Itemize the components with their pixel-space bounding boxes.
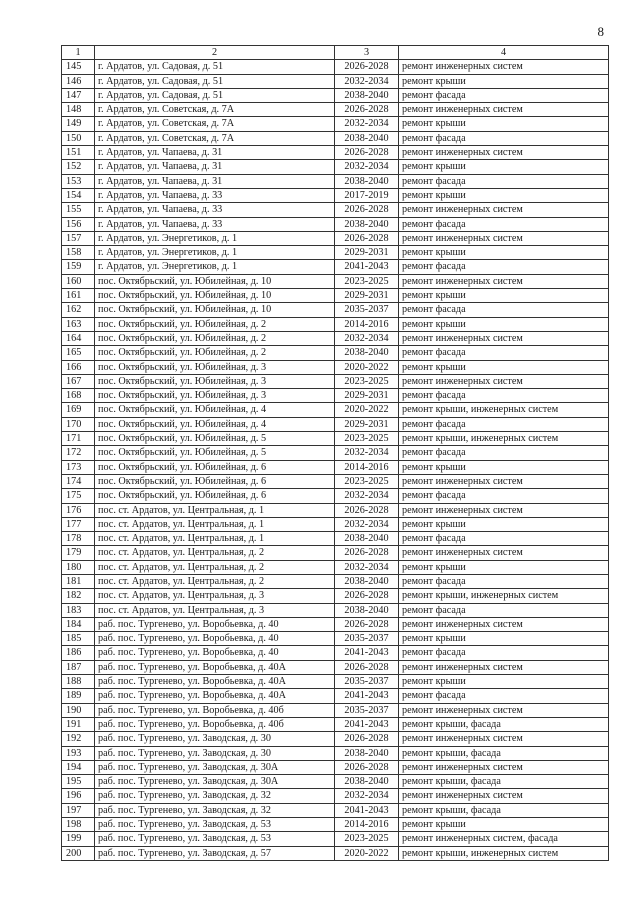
address-cell: г. Ардатов, ул. Садовая, д. 51 (95, 88, 335, 102)
table-row (62, 732, 609, 746)
work-type-cell: ремонт инженерных систем (399, 331, 609, 345)
table-row (62, 274, 609, 288)
period-cell: 2041-2043 (335, 689, 399, 703)
period-cell: 2038-2040 (335, 88, 399, 102)
table-row (62, 146, 609, 160)
page-number: 8 (597, 24, 604, 39)
row-number-cell: 197 (62, 803, 95, 817)
work-type-cell: ремонт крыши (399, 246, 609, 260)
row-number-cell: 151 (62, 146, 95, 160)
work-type-cell: ремонт крыши (399, 675, 609, 689)
period-cell: 2026-2028 (335, 732, 399, 746)
row-number-cell: 164 (62, 331, 95, 345)
period-cell: 2032-2034 (335, 517, 399, 531)
table-row (62, 703, 609, 717)
period-cell: 2035-2037 (335, 632, 399, 646)
work-type-cell: ремонт фасада (399, 489, 609, 503)
row-number-cell: 167 (62, 374, 95, 388)
table-row (62, 560, 609, 574)
row-number-cell: 190 (62, 703, 95, 717)
address-cell: пос. Октябрьский, ул. Юбилейная, д. 3 (95, 374, 335, 388)
period-cell: 2023-2025 (335, 474, 399, 488)
table-row (62, 217, 609, 231)
address-cell: пос. ст. Ардатов, ул. Центральная, д. 2 (95, 546, 335, 560)
work-type-cell: ремонт инженерных систем (399, 760, 609, 774)
work-type-cell: ремонт инженерных систем (399, 474, 609, 488)
period-cell: 2029-2031 (335, 246, 399, 260)
table-row (62, 88, 609, 102)
row-number-cell: 173 (62, 460, 95, 474)
period-cell: 2026-2028 (335, 60, 399, 74)
work-type-cell: ремонт крыши (399, 117, 609, 131)
table-row (62, 403, 609, 417)
table-row (62, 818, 609, 832)
work-type-cell: ремонт инженерных систем (399, 703, 609, 717)
address-cell: г. Ардатов, ул. Энергетиков, д. 1 (95, 231, 335, 245)
period-cell: 2026-2028 (335, 203, 399, 217)
period-cell: 2026-2028 (335, 760, 399, 774)
work-type-cell: ремонт крыши (399, 289, 609, 303)
work-type-cell: ремонт инженерных систем (399, 103, 609, 117)
table-row (62, 203, 609, 217)
period-cell: 2029-2031 (335, 289, 399, 303)
table-row (62, 617, 609, 631)
period-cell: 2029-2031 (335, 417, 399, 431)
period-cell: 2041-2043 (335, 646, 399, 660)
row-number-cell: 177 (62, 517, 95, 531)
table-row (62, 460, 609, 474)
address-cell: г. Ардатов, ул. Энергетиков, д. 1 (95, 246, 335, 260)
period-cell: 2032-2034 (335, 331, 399, 345)
row-number-cell: 156 (62, 217, 95, 231)
period-cell: 2023-2025 (335, 374, 399, 388)
table-row (62, 231, 609, 245)
address-cell: раб. пос. Тургенево, ул. Воробьевка, д. 40б (95, 703, 335, 717)
address-cell: пос. Октябрьский, ул. Юбилейная, д. 5 (95, 432, 335, 446)
work-type-cell: ремонт крыши (399, 160, 609, 174)
period-cell: 2020-2022 (335, 403, 399, 417)
address-cell: пос. ст. Ардатов, ул. Центральная, д. 2 (95, 574, 335, 588)
row-number-cell: 165 (62, 346, 95, 360)
work-type-cell: ремонт фасада (399, 131, 609, 145)
work-type-cell: ремонт фасада (399, 88, 609, 102)
work-type-cell: ремонт крыши, инженерных систем (399, 846, 609, 860)
table-row (62, 517, 609, 531)
address-cell: пос. Октябрьский, ул. Юбилейная, д. 4 (95, 417, 335, 431)
work-type-cell: ремонт фасада (399, 174, 609, 188)
address-cell: пос. Октябрьский, ул. Юбилейная, д. 10 (95, 274, 335, 288)
address-cell: раб. пос. Тургенево, ул. Заводская, д. 53 (95, 818, 335, 832)
period-cell: 2038-2040 (335, 532, 399, 546)
address-cell: пос. Октябрьский, ул. Юбилейная, д. 4 (95, 403, 335, 417)
period-cell: 2026-2028 (335, 617, 399, 631)
row-number-cell: 157 (62, 231, 95, 245)
period-cell: 2026-2028 (335, 589, 399, 603)
row-number-cell: 168 (62, 389, 95, 403)
work-type-cell: ремонт фасада (399, 646, 609, 660)
address-cell: г. Ардатов, ул. Садовая, д. 51 (95, 74, 335, 88)
table-row (62, 303, 609, 317)
work-type-cell: ремонт инженерных систем (399, 503, 609, 517)
row-number-cell: 161 (62, 289, 95, 303)
row-number-cell: 145 (62, 60, 95, 74)
work-type-cell: ремонт крыши, инженерных систем (399, 432, 609, 446)
work-type-cell: ремонт крыши, инженерных систем (399, 403, 609, 417)
address-cell: раб. пос. Тургенево, ул. Заводская, д. 30А (95, 760, 335, 774)
address-cell: пос. Октябрьский, ул. Юбилейная, д. 10 (95, 303, 335, 317)
work-type-cell: ремонт инженерных систем (399, 546, 609, 560)
address-cell: г. Ардатов, ул. Чапаева, д. 31 (95, 146, 335, 160)
row-number-cell: 187 (62, 660, 95, 674)
row-number-cell: 194 (62, 760, 95, 774)
period-cell: 2032-2034 (335, 160, 399, 174)
address-cell: пос. Октябрьский, ул. Юбилейная, д. 2 (95, 317, 335, 331)
table-row (62, 389, 609, 403)
row-number-cell: 159 (62, 260, 95, 274)
table-row (62, 117, 609, 131)
table-row (62, 289, 609, 303)
row-number-cell: 152 (62, 160, 95, 174)
address-cell: раб. пос. Тургенево, ул. Воробьевка, д. 40А (95, 675, 335, 689)
period-cell: 2026-2028 (335, 231, 399, 245)
column-header-1: 1 (62, 46, 95, 60)
column-header-4: 4 (399, 46, 609, 60)
address-cell: пос. Октябрьский, ул. Юбилейная, д. 6 (95, 474, 335, 488)
address-cell: г. Ардатов, ул. Чапаева, д. 33 (95, 217, 335, 231)
row-number-cell: 193 (62, 746, 95, 760)
period-cell: 2014-2016 (335, 460, 399, 474)
address-cell: раб. пос. Тургенево, ул. Воробьевка, д. 40А (95, 660, 335, 674)
table-body (62, 60, 609, 861)
table-row (62, 717, 609, 731)
table-row (62, 246, 609, 260)
work-type-cell: ремонт инженерных систем (399, 660, 609, 674)
table-row (62, 474, 609, 488)
work-type-cell: ремонт инженерных систем (399, 203, 609, 217)
row-number-cell: 185 (62, 632, 95, 646)
row-number-cell: 179 (62, 546, 95, 560)
period-cell: 2038-2040 (335, 746, 399, 760)
period-cell: 2032-2034 (335, 117, 399, 131)
address-cell: пос. ст. Ардатов, ул. Центральная, д. 1 (95, 503, 335, 517)
row-number-cell: 155 (62, 203, 95, 217)
row-number-cell: 172 (62, 446, 95, 460)
work-type-cell: ремонт фасада (399, 689, 609, 703)
work-type-cell: ремонт крыши (399, 818, 609, 832)
row-number-cell: 200 (62, 846, 95, 860)
work-type-cell: ремонт фасада (399, 532, 609, 546)
row-number-cell: 169 (62, 403, 95, 417)
address-cell: пос. Октябрьский, ул. Юбилейная, д. 2 (95, 331, 335, 345)
work-type-cell: ремонт фасада (399, 303, 609, 317)
work-type-cell: ремонт фасада (399, 417, 609, 431)
table-row (62, 188, 609, 202)
period-cell: 2026-2028 (335, 660, 399, 674)
row-number-cell: 176 (62, 503, 95, 517)
table-row (62, 789, 609, 803)
row-number-cell: 199 (62, 832, 95, 846)
period-cell: 2038-2040 (335, 174, 399, 188)
row-number-cell: 198 (62, 818, 95, 832)
work-type-cell: ремонт крыши (399, 360, 609, 374)
address-cell: г. Ардатов, ул. Советская, д. 7А (95, 131, 335, 145)
table-row (62, 432, 609, 446)
work-type-cell: ремонт фасада (399, 446, 609, 460)
table-row (62, 846, 609, 860)
table-row (62, 417, 609, 431)
table-row (62, 446, 609, 460)
period-cell: 2032-2034 (335, 789, 399, 803)
row-number-cell: 147 (62, 88, 95, 102)
table-row (62, 131, 609, 145)
row-number-cell: 150 (62, 131, 95, 145)
row-number-cell: 158 (62, 246, 95, 260)
column-header-2: 2 (95, 46, 335, 60)
row-number-cell: 195 (62, 775, 95, 789)
table-row (62, 503, 609, 517)
row-number-cell: 189 (62, 689, 95, 703)
address-cell: пос. ст. Ардатов, ул. Центральная, д. 3 (95, 589, 335, 603)
work-type-cell: ремонт фасада (399, 260, 609, 274)
table-row (62, 775, 609, 789)
address-cell: пос. Октябрьский, ул. Юбилейная, д. 6 (95, 460, 335, 474)
table-row (62, 331, 609, 345)
address-cell: раб. пос. Тургенево, ул. Воробьевка, д. 40А (95, 689, 335, 703)
period-cell: 2026-2028 (335, 546, 399, 560)
address-cell: пос. Октябрьский, ул. Юбилейная, д. 3 (95, 360, 335, 374)
address-cell: г. Ардатов, ул. Энергетиков, д. 1 (95, 260, 335, 274)
work-type-cell: ремонт инженерных систем (399, 789, 609, 803)
period-cell: 2020-2022 (335, 846, 399, 860)
work-type-cell: ремонт инженерных систем (399, 146, 609, 160)
repair-schedule-table (61, 45, 609, 861)
work-type-cell: ремонт крыши, фасада (399, 775, 609, 789)
table-row (62, 374, 609, 388)
row-number-cell: 171 (62, 432, 95, 446)
period-cell: 2038-2040 (335, 346, 399, 360)
table-row (62, 803, 609, 817)
row-number-cell: 196 (62, 789, 95, 803)
period-cell: 2038-2040 (335, 574, 399, 588)
table-row (62, 174, 609, 188)
address-cell: г. Ардатов, ул. Чапаева, д. 31 (95, 174, 335, 188)
address-cell: г. Ардатов, ул. Чапаева, д. 31 (95, 160, 335, 174)
row-number-cell: 148 (62, 103, 95, 117)
work-type-cell: ремонт инженерных систем (399, 231, 609, 245)
address-cell: пос. Октябрьский, ул. Юбилейная, д. 6 (95, 489, 335, 503)
row-number-cell: 186 (62, 646, 95, 660)
table-row (62, 646, 609, 660)
row-number-cell: 184 (62, 617, 95, 631)
table-row (62, 589, 609, 603)
period-cell: 2038-2040 (335, 131, 399, 145)
table-row (62, 689, 609, 703)
work-type-cell: ремонт крыши, инженерных систем (399, 589, 609, 603)
period-cell: 2023-2025 (335, 432, 399, 446)
address-cell: г. Ардатов, ул. Чапаева, д. 33 (95, 203, 335, 217)
row-number-cell: 192 (62, 732, 95, 746)
work-type-cell: ремонт крыши, фасада (399, 717, 609, 731)
period-cell: 2023-2025 (335, 274, 399, 288)
period-cell: 2032-2034 (335, 560, 399, 574)
address-cell: г. Ардатов, ул. Советская, д. 7А (95, 103, 335, 117)
address-cell: пос. Октябрьский, ул. Юбилейная, д. 3 (95, 389, 335, 403)
address-cell: раб. пос. Тургенево, ул. Заводская, д. 53 (95, 832, 335, 846)
period-cell: 2014-2016 (335, 317, 399, 331)
work-type-cell: ремонт крыши (399, 188, 609, 202)
table-row (62, 660, 609, 674)
address-cell: пос. Октябрьский, ул. Юбилейная, д. 10 (95, 289, 335, 303)
row-number-cell: 149 (62, 117, 95, 131)
period-cell: 2026-2028 (335, 146, 399, 160)
work-type-cell: ремонт крыши (399, 517, 609, 531)
work-type-cell: ремонт крыши (399, 560, 609, 574)
work-type-cell: ремонт крыши (399, 74, 609, 88)
column-header-3: 3 (335, 46, 399, 60)
address-cell: г. Ардатов, ул. Чапаева, д. 33 (95, 188, 335, 202)
period-cell: 2026-2028 (335, 503, 399, 517)
period-cell: 2032-2034 (335, 74, 399, 88)
address-cell: раб. пос. Тургенево, ул. Заводская, д. 32 (95, 803, 335, 817)
period-cell: 2023-2025 (335, 832, 399, 846)
work-type-cell: ремонт фасада (399, 217, 609, 231)
table-row (62, 675, 609, 689)
period-cell: 2038-2040 (335, 217, 399, 231)
address-cell: раб. пос. Тургенево, ул. Заводская, д. 30 (95, 732, 335, 746)
table-row (62, 832, 609, 846)
address-cell: пос. Октябрьский, ул. Юбилейная, д. 5 (95, 446, 335, 460)
period-cell: 2041-2043 (335, 260, 399, 274)
address-cell: пос. ст. Ардатов, ул. Центральная, д. 1 (95, 517, 335, 531)
row-number-cell: 162 (62, 303, 95, 317)
address-cell: раб. пос. Тургенево, ул. Заводская, д. 57 (95, 846, 335, 860)
table-row (62, 574, 609, 588)
period-cell: 2035-2037 (335, 675, 399, 689)
work-type-cell: ремонт инженерных систем (399, 274, 609, 288)
work-type-cell: ремонт фасада (399, 346, 609, 360)
work-type-cell: ремонт крыши, фасада (399, 746, 609, 760)
table-header-row (62, 46, 609, 60)
row-number-cell: 183 (62, 603, 95, 617)
row-number-cell: 188 (62, 675, 95, 689)
table-row (62, 260, 609, 274)
period-cell: 2035-2037 (335, 703, 399, 717)
row-number-cell: 146 (62, 74, 95, 88)
row-number-cell: 175 (62, 489, 95, 503)
period-cell: 2041-2043 (335, 803, 399, 817)
address-cell: пос. ст. Ардатов, ул. Центральная, д. 1 (95, 532, 335, 546)
period-cell: 2029-2031 (335, 389, 399, 403)
period-cell: 2035-2037 (335, 303, 399, 317)
table-row (62, 532, 609, 546)
row-number-cell: 154 (62, 188, 95, 202)
address-cell: г. Ардатов, ул. Советская, д. 7А (95, 117, 335, 131)
row-number-cell: 178 (62, 532, 95, 546)
row-number-cell: 160 (62, 274, 95, 288)
work-type-cell: ремонт фасада (399, 574, 609, 588)
work-type-cell: ремонт фасада (399, 603, 609, 617)
address-cell: раб. пос. Тургенево, ул. Заводская, д. 30 (95, 746, 335, 760)
row-number-cell: 180 (62, 560, 95, 574)
table-row (62, 603, 609, 617)
work-type-cell: ремонт инженерных систем (399, 732, 609, 746)
table-row (62, 746, 609, 760)
address-cell: раб. пос. Тургенево, ул. Воробьевка, д. 40 (95, 617, 335, 631)
address-cell: раб. пос. Тургенево, ул. Воробьевка, д. 40 (95, 646, 335, 660)
table-row (62, 160, 609, 174)
address-cell: раб. пос. Тургенево, ул. Воробьевка, д. 40 (95, 632, 335, 646)
address-cell: г. Ардатов, ул. Садовая, д. 51 (95, 60, 335, 74)
table-row (62, 103, 609, 117)
period-cell: 2032-2034 (335, 489, 399, 503)
work-type-cell: ремонт инженерных систем, фасада (399, 832, 609, 846)
table-row (62, 632, 609, 646)
address-cell: пос. Октябрьский, ул. Юбилейная, д. 2 (95, 346, 335, 360)
table-row (62, 360, 609, 374)
table-row (62, 760, 609, 774)
work-type-cell: ремонт крыши, фасада (399, 803, 609, 817)
table-row (62, 74, 609, 88)
address-cell: раб. пос. Тургенево, ул. Воробьевка, д. 40б (95, 717, 335, 731)
work-type-cell: ремонт инженерных систем (399, 60, 609, 74)
period-cell: 2026-2028 (335, 103, 399, 117)
row-number-cell: 153 (62, 174, 95, 188)
row-number-cell: 191 (62, 717, 95, 731)
address-cell: раб. пос. Тургенево, ул. Заводская, д. 30А (95, 775, 335, 789)
work-type-cell: ремонт крыши (399, 632, 609, 646)
table-row (62, 489, 609, 503)
period-cell: 2017-2019 (335, 188, 399, 202)
work-type-cell: ремонт инженерных систем (399, 617, 609, 631)
period-cell: 2038-2040 (335, 603, 399, 617)
row-number-cell: 182 (62, 589, 95, 603)
table-row (62, 317, 609, 331)
period-cell: 2032-2034 (335, 446, 399, 460)
period-cell: 2041-2043 (335, 717, 399, 731)
address-cell: пос. ст. Ардатов, ул. Центральная, д. 2 (95, 560, 335, 574)
row-number-cell: 174 (62, 474, 95, 488)
row-number-cell: 170 (62, 417, 95, 431)
row-number-cell: 181 (62, 574, 95, 588)
period-cell: 2038-2040 (335, 775, 399, 789)
work-type-cell: ремонт инженерных систем (399, 374, 609, 388)
row-number-cell: 166 (62, 360, 95, 374)
work-type-cell: ремонт крыши (399, 317, 609, 331)
period-cell: 2020-2022 (335, 360, 399, 374)
work-type-cell: ремонт фасада (399, 389, 609, 403)
table-row (62, 60, 609, 74)
row-number-cell: 163 (62, 317, 95, 331)
table-row (62, 546, 609, 560)
address-cell: раб. пос. Тургенево, ул. Заводская, д. 32 (95, 789, 335, 803)
work-type-cell: ремонт крыши (399, 460, 609, 474)
period-cell: 2014-2016 (335, 818, 399, 832)
table-row (62, 346, 609, 360)
address-cell: пос. ст. Ардатов, ул. Центральная, д. 3 (95, 603, 335, 617)
